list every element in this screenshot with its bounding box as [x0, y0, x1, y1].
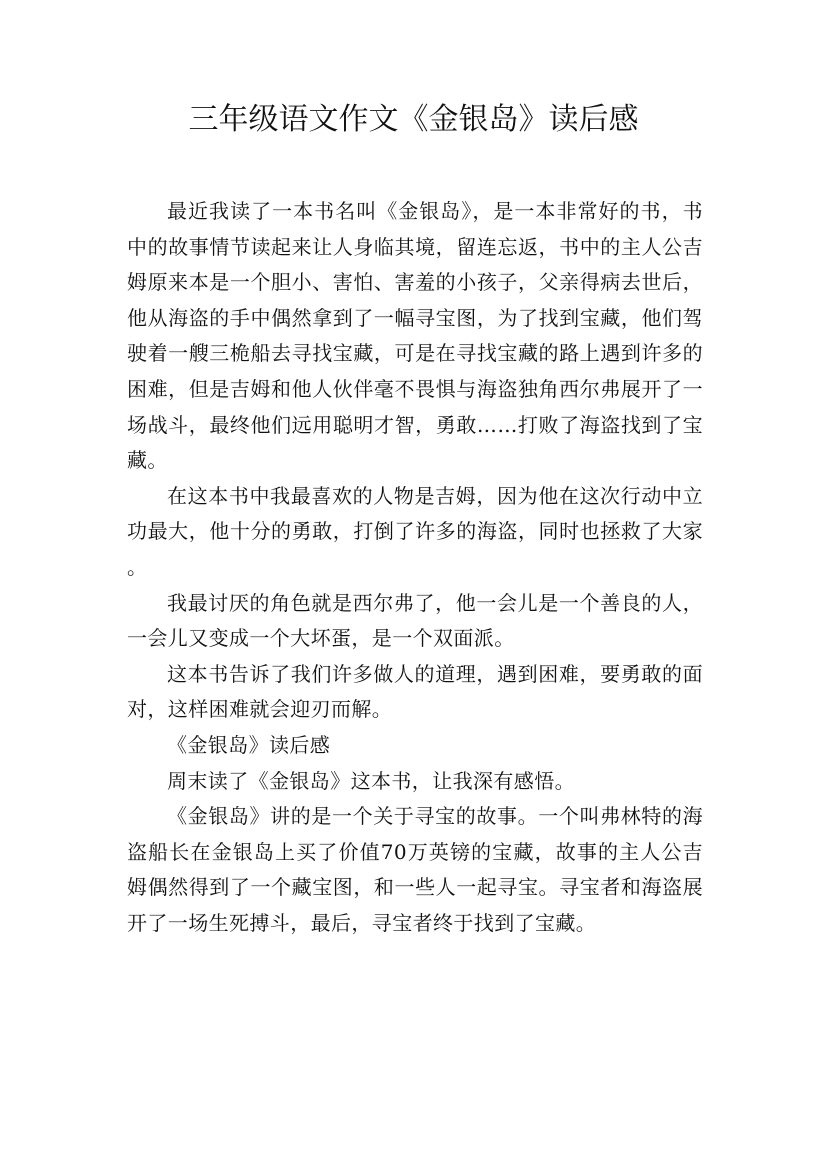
paragraph-2: 在这本书中我最喜欢的人物是吉姆，因为他在这次行动中立功最大，他十分的勇敢，打倒了许多的海盗，同时也拯救了大家。: [127, 483, 703, 579]
document-title: 三年级语文作文《金银岛》读后感: [188, 102, 639, 137]
document-body: [127, 194, 703, 941]
paragraph-6: 《金银岛》讲的是一个关于寻宝的故事。一个叫弗林特的海盗船长在金银岛上买了价值70万英镑的宝藏，故事的主人公吉姆偶然得到了一个藏宝图，和一些人一起寻宝。寻宝者和海盗展开了一场生死搏斗，最后，寻宝者终于找到了宝藏。: [127, 804, 703, 935]
section-heading: 《金银岛》读后感: [167, 732, 331, 757]
paragraph-4: 这本书告诉了我们许多做人的道理，遇到困难，要勇敢的面对，这样困难就会迎刃而解。: [127, 661, 703, 722]
paragraph-5: 周末读了《金银岛》这本书，让我深有感悟。: [167, 768, 575, 793]
paragraph-1: 最近我读了一本书名叫《金银岛》，是一本非常好的书，书中的故事情节读起来让人身临其境，留连忘返，书中的主人公吉姆原来本是一个胆小、害怕、害羞的小孩子，父亲得病去世后，他从海盗的手中偶然拿到了一幅寻宝图，为了找到宝藏，他们驾驶着一艘三桅船去寻找宝藏，可是在寻找宝藏的路上遇到许多的困难，但是吉姆和他人伙伴毫不畏惧与海盗独角西尔弗展开了一场战斗，最终他们远用聪明才智，勇敢……打败了海盗找到了宝藏。: [127, 199, 703, 473]
paragraph-3: 我最讨厌的角色就是西尔弗了，他一会儿是一个善良的人，一会儿又变成一个大坏蛋，是一个双面派。: [127, 590, 703, 651]
